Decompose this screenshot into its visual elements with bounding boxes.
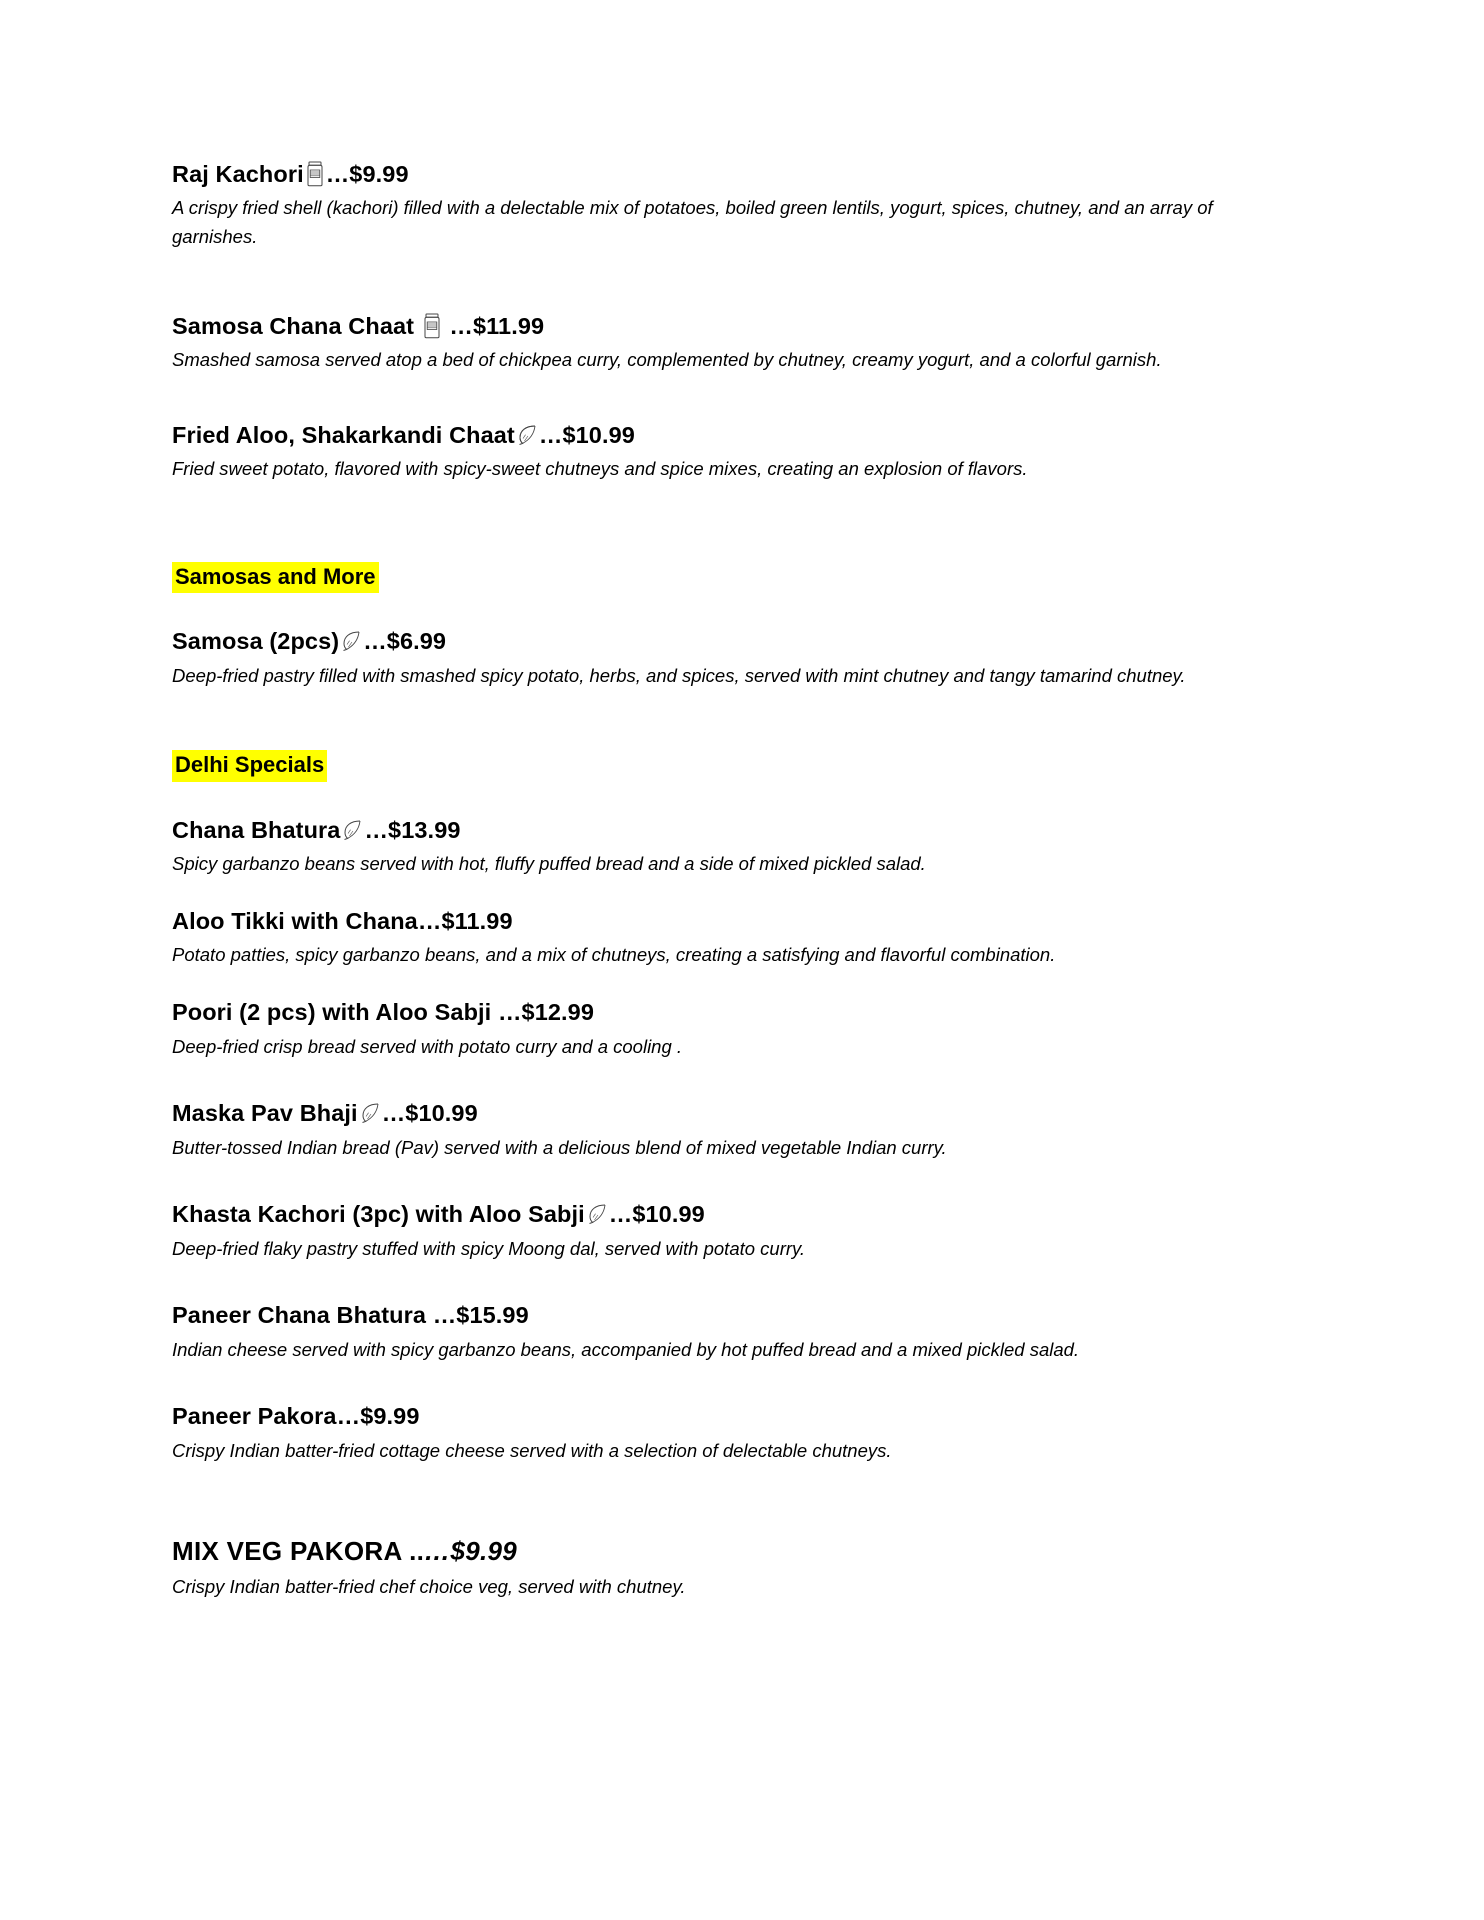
menu-item-description: Crispy Indian batter-fried chef choice veg, served with chutney. bbox=[172, 1575, 686, 1597]
menu-item-title-row bbox=[172, 627, 1314, 656]
section-heading: Samosas and More bbox=[172, 562, 379, 594]
menu-item bbox=[172, 1099, 1314, 1162]
menu-item bbox=[172, 1301, 1314, 1364]
menu-item-featured bbox=[172, 1535, 1314, 1601]
jar-icon bbox=[304, 161, 326, 187]
menu-item-description: Spicy garbanzo beans served with hot, fluffy puffed bread and a side of mixed pickled salad. bbox=[172, 853, 926, 875]
menu-item-description: Smashed samosa served atop a bed of chickpea curry, complemented by chutney, creamy yogurt, and a colorful garnish. bbox=[172, 349, 1162, 371]
menu-item-description: Fried sweet potato, flavored with spicy-sweet chutneys and spice mixes, creating an explosion of flavors. bbox=[172, 458, 1028, 480]
menu-item-name: Maska Pav Bhaji bbox=[172, 1100, 358, 1127]
menu-item-description: Deep-fried pastry filled with smashed spicy potato, herbs, and spices, served with mint chutney and tangy tamarind chutney. bbox=[172, 664, 1186, 686]
menu-item-name: Khasta Kachori (3pc) with Aloo Sabji bbox=[172, 1201, 585, 1228]
menu-item-price: …$9.99 bbox=[336, 1403, 420, 1430]
menu-item-name: Aloo Tikki with Chana bbox=[172, 908, 418, 935]
menu-item-name: Samosa Chana Chaat bbox=[172, 312, 415, 339]
spacer bbox=[172, 1281, 1314, 1301]
menu-item-price: …$12.99 bbox=[491, 999, 595, 1026]
menu-item-name: Paneer Chana Bhatura bbox=[172, 1302, 427, 1329]
menu-item bbox=[172, 627, 1314, 690]
leaf-veg-icon bbox=[515, 423, 539, 447]
menu-item-name: Poori (2 pcs) with Aloo Sabji bbox=[172, 999, 492, 1026]
menu-item bbox=[172, 1200, 1314, 1263]
menu-item-price: …$6.99 bbox=[363, 628, 447, 655]
menu-item-title-row bbox=[172, 907, 1314, 936]
spacer bbox=[172, 1382, 1314, 1402]
menu-item-description: Deep-fried flaky pastry stuffed with spicy Moong dal, served with potato curry. bbox=[172, 1237, 806, 1259]
menu-item-title-row bbox=[172, 1099, 1314, 1128]
menu-item bbox=[172, 1402, 1314, 1465]
menu-item-price: …$11.99 bbox=[417, 908, 513, 935]
spacer bbox=[172, 716, 1314, 750]
menu-item-title-row bbox=[172, 998, 1314, 1027]
spacer bbox=[172, 593, 1314, 627]
menu-item-description: Butter-tossed Indian bread (Pav) served with a delicious blend of mixed vegetable Indian curry. bbox=[172, 1136, 947, 1158]
menu-item-description: A crispy fried shell (kachori) filled with a delectable mix of potatoes, boiled green lentils, yogurt, spices, chutney, and an array of garnishes. bbox=[172, 197, 1213, 248]
spacer bbox=[172, 1483, 1314, 1535]
leaf-veg-icon bbox=[340, 818, 364, 842]
menu-item bbox=[172, 998, 1314, 1061]
section-heading: Delhi Specials bbox=[172, 750, 327, 782]
menu-item-description: Potato patties, spicy garbanzo beans, and a mix of chutneys, creating a satisfying and flavorful combination. bbox=[172, 944, 1056, 966]
menu-item-title-row bbox=[172, 816, 1314, 845]
menu-item-price: …$10.99 bbox=[381, 1100, 478, 1127]
spacer bbox=[172, 510, 1314, 562]
spacer bbox=[172, 782, 1314, 816]
menu-item-name: Chana Bhatura bbox=[172, 817, 341, 844]
menu-item-title-row bbox=[172, 1535, 1314, 1568]
spacer bbox=[172, 1180, 1314, 1200]
menu-item-description: Deep-fried crisp bread served with potato curry and a cooling . bbox=[172, 1035, 683, 1057]
menu-item-title-row bbox=[172, 160, 1314, 189]
menu-item-name: Fried Aloo, Shakarkandi Chaat bbox=[172, 421, 515, 448]
menu-item bbox=[172, 907, 1314, 970]
menu-item-name: Paneer Pakora bbox=[172, 1403, 337, 1430]
menu-item bbox=[172, 160, 1314, 252]
menu-item bbox=[172, 816, 1314, 879]
menu-item bbox=[172, 421, 1314, 484]
jar-icon bbox=[421, 313, 443, 339]
menu-item-price: …$11.99 bbox=[449, 312, 545, 339]
menu-item-name: Samosa (2pcs) bbox=[172, 628, 340, 655]
spacer bbox=[172, 278, 1314, 312]
spacer bbox=[172, 988, 1314, 998]
menu-item-title-row bbox=[172, 1402, 1314, 1431]
section-delhi-specials bbox=[172, 750, 1314, 782]
menu-item-name: MIX VEG PAKORA .. bbox=[172, 1536, 425, 1567]
menu-item-title-row bbox=[172, 1301, 1314, 1330]
menu-item-price: …$15.99 bbox=[426, 1302, 529, 1329]
menu-item-title-row bbox=[172, 1200, 1314, 1229]
menu-item-price: …$9.99 bbox=[325, 161, 409, 187]
menu-item-description: Crispy Indian batter-fried cottage cheese served with a selection of delectable chutneys. bbox=[172, 1439, 892, 1461]
section-samosas-and-more bbox=[172, 562, 1314, 594]
menu-item-description: Indian cheese served with spicy garbanzo beans, accompanied by hot puffed bread and a mixed pickled salad. bbox=[172, 1338, 1080, 1360]
menu-item-price: …$13.99 bbox=[364, 817, 461, 844]
menu-item-title-row bbox=[172, 312, 1314, 341]
spacer bbox=[172, 401, 1314, 421]
menu-item-price: …$10.99 bbox=[608, 1201, 705, 1228]
leaf-veg-icon bbox=[358, 1101, 382, 1125]
menu-item-title-row bbox=[172, 421, 1314, 450]
menu-item-price: …$10.99 bbox=[538, 421, 635, 448]
leaf-veg-icon bbox=[339, 629, 363, 653]
menu-item-price: …$9.99 bbox=[424, 1536, 518, 1567]
leaf-veg-icon bbox=[585, 1202, 609, 1226]
spacer bbox=[172, 1079, 1314, 1099]
spacer bbox=[172, 897, 1314, 907]
menu-item-name: Raj Kachori bbox=[172, 161, 304, 187]
menu-item bbox=[172, 312, 1314, 375]
